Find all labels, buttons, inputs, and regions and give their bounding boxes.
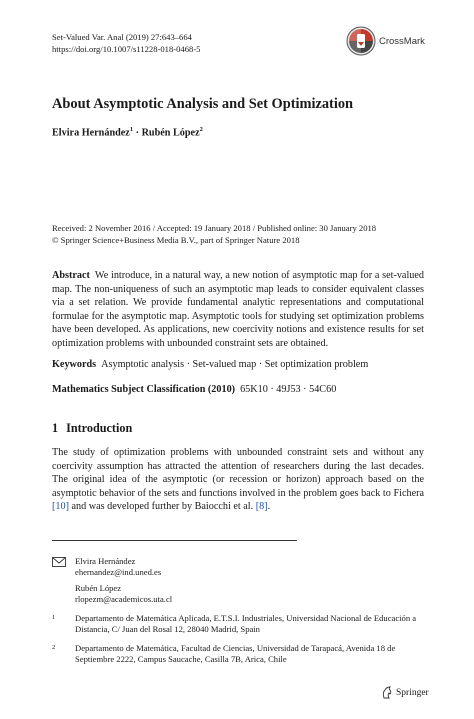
crossmark-badge[interactable] (346, 26, 425, 56)
envelope-icon (52, 557, 66, 567)
author-name: Elvira Hernández (75, 556, 136, 566)
keywords-label: Keywords (52, 359, 97, 370)
abstract-label: Abstract (52, 270, 90, 281)
crossmark-label: CrossMark (379, 35, 425, 47)
abstract-text: We introduce, in a natural way, a new notion of asymptotic map for a set-valued map. The non-uniqueness of such an asymptotic map leads to consider equivalent classes via a set relation. We provide fundamental analytic representations and computational formulae for the asymptotic map. Asymptotic tools for studying set optimization problems have been developed. As applications, new coercivity notions and existence results for set optimization problems with unbounded constraint sets are obtained. (52, 270, 424, 349)
publication-history (52, 222, 376, 246)
intro-text: and was developed further by Baiocchi et al. (68, 501, 256, 512)
footnote-divider (52, 540, 297, 541)
intro-paragraph (52, 446, 424, 514)
author-affiliation-ref: 2 (199, 126, 203, 133)
dates-line: Received: 2 November 2016 / Accepted: 19 January 2018 / Published online: 30 January 2018 (52, 223, 377, 233)
intro-text: . (267, 501, 271, 512)
msc-classification (52, 384, 336, 395)
msc-codes: 65K10 · 49J53 · 54C60 (240, 384, 337, 395)
affiliation-number: 2 (52, 644, 56, 651)
author-name[interactable]: Rubén López (141, 127, 200, 139)
article-title: About Asymptotic Analysis and Set Optimization (52, 96, 354, 112)
author-separator: · (135, 127, 140, 139)
publisher-name: Springer (396, 687, 429, 698)
affiliation (52, 643, 424, 666)
author-line (52, 126, 203, 138)
section-number: 1 (52, 421, 59, 435)
copyright-line: © Springer Science+Business Media B.V., part of Springer Nature 2018 (52, 235, 300, 245)
email-link[interactable]: ehernandez@ind.uned.es (75, 567, 162, 578)
keywords-text: Asymptotic analysis · Set-valued map · Set optimization problem (101, 359, 369, 370)
crossmark-icon (346, 26, 376, 56)
author-affiliation-ref: 1 (129, 126, 134, 133)
citation-link[interactable]: [10] (52, 501, 69, 512)
intro-text: The study of optimization problems with unbounded constraint sets and without any coercivity assumption has attracted the attention of researchers during the last decades. The original idea of the asymptotic (or recession or horizon) approach based on the asymptotic behavior of the sets and functions involved in the problem goes back to Fichera (52, 447, 424, 499)
affiliation (52, 613, 424, 636)
affiliation-text: Departamento de Matemática Aplicada, E.T.S.I. Industriales, Universidad Nacional de Educación a Distancia, C/ Juan del Rosal 12, 28040 Madrid, Spain (75, 613, 417, 635)
publisher-logo (381, 686, 429, 699)
msc-label: Mathematics Subject Classification (2010) (52, 384, 236, 395)
author-name[interactable]: Elvira Hernández (52, 127, 130, 139)
section-heading (52, 421, 132, 436)
doi-link[interactable]: https://doi.org/10.1007/s11228-018-0468-5 (52, 43, 201, 54)
author-name: Rubén López (75, 582, 122, 593)
citation-link[interactable]: [8] (255, 501, 268, 512)
springer-horse-icon (381, 686, 393, 699)
correspondence-entry (52, 556, 172, 579)
section-title: Introduction (66, 421, 133, 435)
journal-meta (52, 32, 200, 55)
affiliation-number: 1 (52, 614, 56, 621)
abstract (52, 269, 424, 351)
correspondence (52, 556, 172, 606)
email-link[interactable]: rlopezm@academicos.uta.cl (75, 594, 173, 605)
affiliation-text: Departamento de Matemática, Facultad de Ciencias, Universidad de Tarapacá, Avenida 18 de Septiembre 2222, Campus Saucache, Casilla 7B, Arica, Chile (75, 643, 396, 665)
correspondence-entry (75, 583, 172, 606)
journal-citation: Set-Valued Var. Anal (2019) 27:643–664 (52, 32, 192, 42)
keywords (52, 359, 368, 370)
